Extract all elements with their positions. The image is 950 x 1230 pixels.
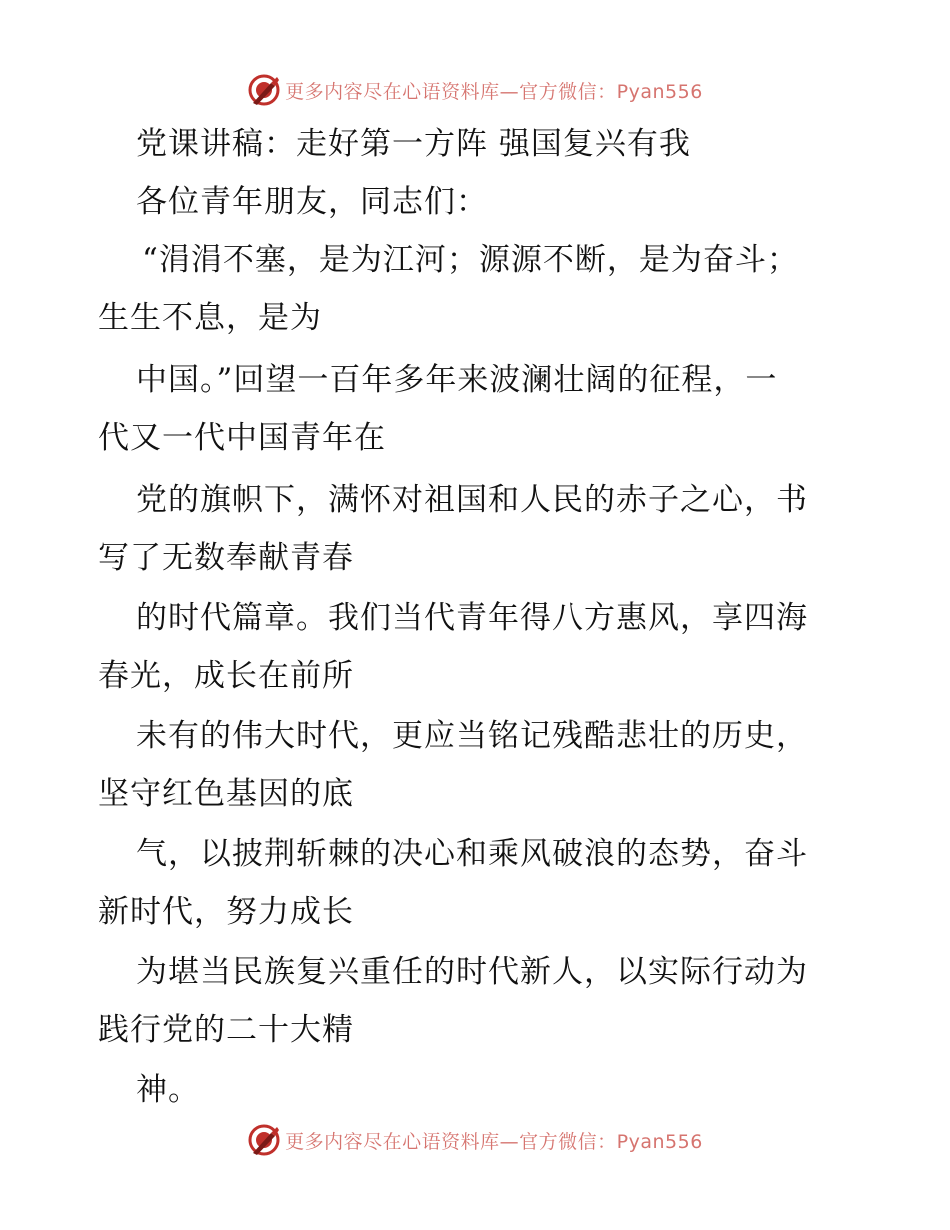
text-line: 为堪当民族复兴重任的时代新人，以实际行动为 bbox=[136, 954, 808, 990]
text-line: 的时代篇章。我们当代青年得八方惠风，享四海 bbox=[136, 600, 808, 636]
text-line: “涓涓不塞，是为江河；源源不断，是为奋斗； bbox=[142, 242, 799, 278]
text-line: 生生不息，是为 bbox=[98, 300, 322, 336]
text-line: 写了无数奉献青春 bbox=[98, 540, 354, 576]
text-line: 党的旗帜下，满怀对祖国和人民的赤子之心，书 bbox=[136, 482, 808, 518]
text-line: 神。 bbox=[136, 1072, 200, 1108]
text-line: 践行党的二十大精 bbox=[98, 1012, 354, 1048]
pen-circle-logo-icon bbox=[247, 1123, 281, 1157]
watermark-text: 更多内容尽在心语资料库—官方微信：Pyan556 bbox=[285, 1130, 703, 1153]
text-line: 坚守红色基因的底 bbox=[98, 776, 354, 812]
text-line: 新时代，努力成长 bbox=[98, 894, 354, 930]
header-watermark bbox=[0, 70, 950, 110]
text-line: 代又一代中国青年在 bbox=[98, 420, 386, 456]
text-line: 气，以披荆斩棘的决心和乘风破浪的态势，奋斗 bbox=[136, 836, 808, 872]
footer-watermark bbox=[0, 1120, 950, 1160]
text-line: 各位青年朋友，同志们： bbox=[136, 184, 488, 220]
text-line: 未有的伟大时代，更应当铭记残酷悲壮的历史， bbox=[136, 718, 808, 754]
text-line: 春光，成长在前所 bbox=[98, 658, 354, 694]
pen-circle-logo-icon bbox=[247, 73, 281, 107]
watermark-text: 更多内容尽在心语资料库—官方微信：Pyan556 bbox=[285, 80, 703, 103]
text-line: 中国。”回望一百年多年来波澜壮阔的征程，一 bbox=[136, 362, 778, 398]
document-title: 党课讲稿：走好第一方阵 强国复兴有我 bbox=[136, 126, 691, 162]
